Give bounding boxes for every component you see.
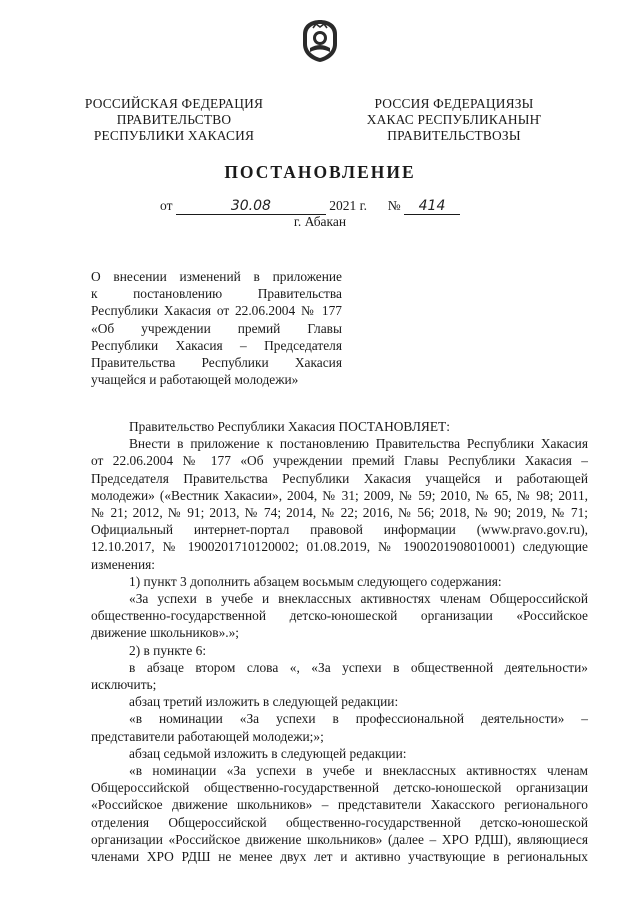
body-line: общественно-государственной детско-юношеской организации «Российское (91, 608, 588, 624)
body-line: молодежи» («Вестник Хакасии», 2004, № 31; 2009, № 59; 2010, № 65, № 98; 2011, (91, 487, 588, 503)
subject-line: Правительства Республики Хакасия (91, 355, 342, 371)
header-left (84, 96, 264, 144)
body-line: Внести в приложение к постановлению Правительства Республики Хакасия (129, 436, 588, 452)
body-line: Общероссийской общественно-государственной детско-юношеской организации (91, 780, 588, 796)
header-right-line: ПРАВИТЕЛЬСТВОЗЫ (387, 128, 521, 143)
subject-line: Республики Хакасия – Председателя (91, 337, 342, 353)
city-label: г. Абакан (293, 214, 347, 229)
body-line: Председателя Правительства Республики Хакасия учащейся и работающей (91, 470, 588, 486)
body-line: членами ХРО РДШ не менее двух лет и активно участвующие в региональных (91, 849, 588, 865)
subject-line: учащейся и работающей молодежи» (91, 372, 299, 388)
year-label: 2021 г. (329, 198, 367, 213)
body-line: абзац третий изложить в следующей редакции: (129, 694, 399, 710)
handwritten-date: 30.08 (176, 199, 326, 215)
body-line: 12.10.2017, № 1900201710120002; 01.08.2019, № 1900201908010001) следующие (91, 539, 588, 555)
subject-line: О внесении изменений в приложение (91, 269, 342, 284)
body-line: Правительство Республики Хакасия ПОСТАНОВЛЯЕТ: (129, 419, 450, 434)
subject-block (91, 268, 342, 388)
body-line: абзац седьмой изложить в следующей редакции: (129, 745, 407, 761)
document-title: ПОСТАНОВЛЕНИЕ (224, 162, 416, 182)
header-left-line: РЕСПУБЛИКИ ХАКАСИЯ (93, 128, 255, 143)
number-sign: № (387, 198, 401, 213)
header-right (354, 96, 554, 144)
subject-line: «Об учреждении премий Главы (91, 320, 342, 336)
header-left-line: ПРАВИТЕЛЬСТВО (116, 112, 232, 127)
body-line: отделения Общероссийской общественно-государственной детско-юношеской (91, 814, 588, 830)
body-line: изменения: (91, 556, 156, 572)
date-prefix: от (160, 198, 173, 213)
coat-of-arms-emblem (299, 18, 341, 64)
document-body (91, 418, 588, 865)
body-line: 1) пункт 3 дополнить абзацем восьмым следующего содержания: (129, 573, 502, 589)
header-right-line: ХАКАС РЕСПУБЛИКАНЫҤ (366, 112, 542, 127)
body-line: Официальный интернет-портал правовой информации (www.pravo.gov.ru), (91, 522, 588, 538)
body-line: «в номинации «За успехи в профессиональной деятельности» – (129, 711, 588, 727)
date-line (160, 198, 460, 215)
body-line: «За успехи в учебе и внеклассных активностях членам Общероссийской (129, 591, 588, 607)
body-line: организации «Российское движение школьников» (далее – ХРО РДШ), являющиеся (91, 831, 588, 847)
body-line: «Российское движение школьников» – представители Хакасского регионального (91, 797, 588, 813)
body-line: представители работающей молодежи;»; (91, 728, 324, 744)
body-line: движение школьников».»; (91, 625, 240, 641)
handwritten-number: 414 (404, 199, 460, 215)
header-right-line: РОССИЯ ФЕДЕРАЦИЯЗЫ (374, 96, 534, 111)
body-line: 2) в пункте 6: (129, 642, 207, 658)
body-line: от 22.06.2004 № 177 «Об учреждении премий Главы Республики Хакасия – (91, 453, 588, 469)
body-line: № 21; 2012, № 91; 2013, № 74; 2014, № 22; 2016, № 56; 2018, № 90; 2019, № 71; (91, 505, 588, 521)
body-line: «в номинации «За успехи в учебе и внеклассных активностях членам (129, 763, 588, 779)
body-line: исключить; (91, 677, 157, 693)
subject-line: Республики Хакасия от 22.06.2004 № 177 (91, 303, 342, 319)
header-left-line: РОССИЙСКАЯ ФЕДЕРАЦИЯ (84, 96, 264, 111)
body-line: в абзаце втором слова «, «За успехи в общественной деятельности» (129, 659, 588, 675)
subject-line: к постановлению Правительства (91, 286, 342, 302)
